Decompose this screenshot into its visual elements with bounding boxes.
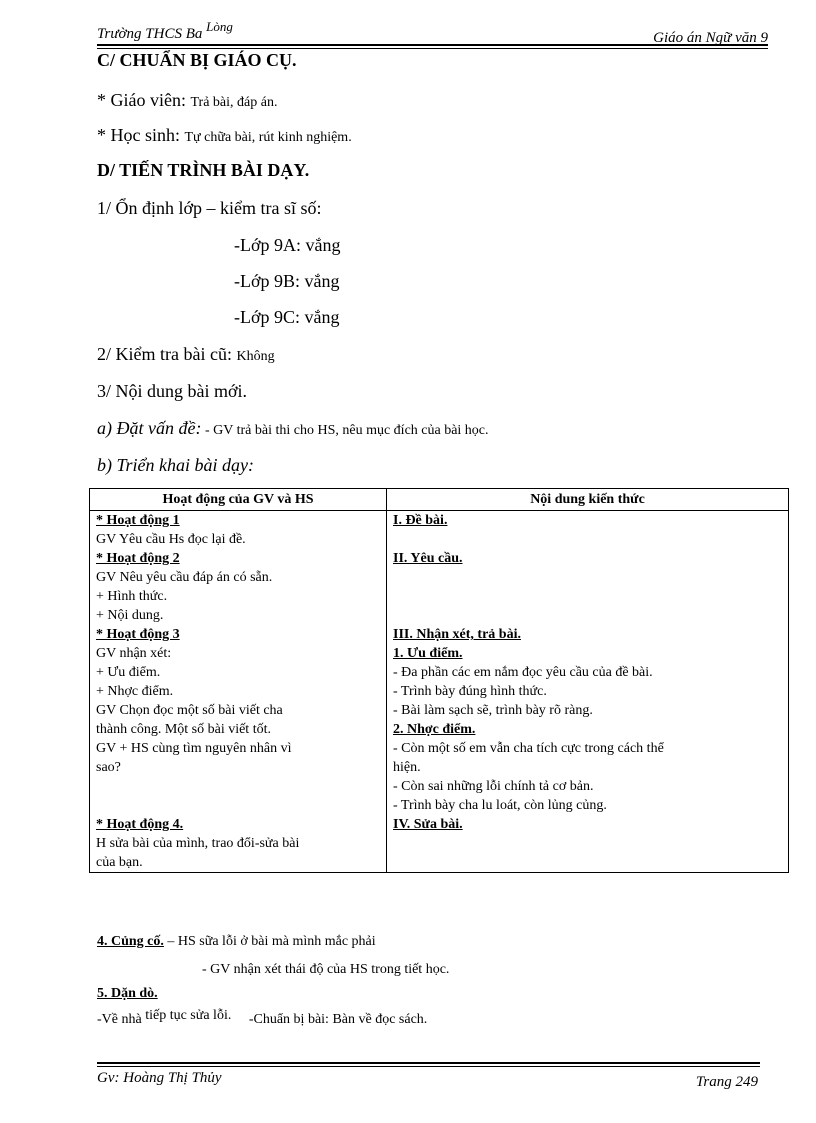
- section-d-heading: D/ TIẾN TRÌNH BÀI DẠY.: [97, 160, 310, 180]
- section-5-a: -Về nhà: [97, 1012, 142, 1027]
- teacher-value: Trả bài, đáp án.: [190, 95, 278, 110]
- section-4: [97, 934, 376, 950]
- footer-teacher: [97, 1070, 222, 1087]
- activity-line: thành công. Một số bài viết tốt.: [96, 722, 271, 737]
- item-a-value: - GV trả bài thi cho HS, nêu mục đích của bài học.: [201, 423, 489, 438]
- lesson-table: [89, 488, 789, 873]
- content-heading: III. Nhận xét, trả bài.: [393, 627, 521, 642]
- student-label: * Học sinh:: [97, 125, 180, 145]
- section-5-label: 5. Dặn dò.: [97, 986, 158, 1001]
- activity-line: GV + HS cùng tìm nguyên nhân vì: [96, 741, 292, 756]
- item-a-label: a) Đặt vấn đề:: [97, 418, 202, 438]
- content-line: [393, 853, 782, 872]
- content-line: - Trình bày cha lu loát, còn lủng củng.: [393, 798, 607, 813]
- content-line: - Bài làm sạch sẽ, trình bày rõ ràng.: [393, 703, 593, 718]
- activity-line: GV nhận xét:: [96, 646, 172, 661]
- content-line: [393, 568, 782, 587]
- content-line: [393, 606, 782, 625]
- activity-heading: * Hoạt động 2: [96, 551, 180, 566]
- item-2: [97, 344, 275, 365]
- table-row: [90, 511, 789, 873]
- content-line: - Còn sai những lỗi chính tả cơ bản.: [393, 779, 594, 794]
- activity-line: H sửa bài của mình, trao đổi-sửa bài: [96, 836, 300, 851]
- section-c-heading: C/ CHUẨN BỊ GIÁO CỤ.: [97, 50, 297, 70]
- activity-line: GV Nêu yêu cầu đáp án có sẵn.: [96, 570, 273, 585]
- activity-heading: * Hoạt động 4.: [96, 817, 184, 832]
- table-head-activities: Hoạt động của GV và HS: [90, 489, 387, 511]
- activity-line: + Hình thức.: [96, 589, 168, 604]
- activity-line: + Ưu điểm.: [96, 665, 161, 680]
- item-3: 3/ Nội dung bài mới.: [97, 381, 248, 401]
- section-4-line2: - GV nhận xét thái độ của HS trong tiết học.: [202, 962, 450, 977]
- content-heading: 2. Nhợc điểm.: [393, 722, 476, 737]
- header-school-prefix: Trường THCS Ba: [97, 26, 203, 42]
- header-title: Giáo án Ngữ văn 9: [653, 30, 768, 46]
- class-9a: -Lớp 9A: vắng: [234, 235, 341, 255]
- header-rule-thin: [97, 48, 768, 49]
- content-line: [393, 834, 782, 853]
- content-heading: 1. Ưu điểm.: [393, 646, 463, 661]
- table-header-row: [90, 489, 789, 511]
- activity-line: GV Yêu cầu Hs đọc lại đề.: [96, 532, 246, 547]
- footer-rule: [97, 1062, 760, 1064]
- activity-line: sao?: [96, 760, 121, 775]
- student-value: Tự chữa bài, rút kinh nghiệm.: [184, 130, 352, 145]
- content-line: [393, 530, 782, 549]
- section-4-label: 4. Củng cố.: [97, 934, 164, 949]
- activity-line: [96, 777, 380, 796]
- table-head-content: Nội dung kiến thức: [387, 489, 789, 511]
- content-line: - Trình bày đúng hình thức.: [393, 684, 547, 699]
- content-line: - Còn một số em vẫn cha tích cực trong cách thể: [393, 741, 664, 756]
- activity-heading: * Hoạt động 3: [96, 627, 180, 642]
- footer-rule-thin: [97, 1066, 760, 1067]
- teacher-prep: [97, 90, 277, 111]
- content-heading: IV. Sửa bài.: [393, 817, 463, 832]
- header-school-name: Lòng: [206, 19, 233, 34]
- content-heading: II. Yêu cầu.: [393, 551, 463, 566]
- class-9b: -Lớp 9B: vắng: [234, 271, 340, 291]
- section-4-line1: – HS sữa lỗi ở bài mà mình mắc phải: [163, 934, 376, 949]
- activity-line: GV Chọn đọc một số bài viết cha: [96, 703, 283, 718]
- activity-line: + Nhợc điểm.: [96, 684, 174, 699]
- content-line: hiện.: [393, 760, 421, 775]
- content-line: [393, 587, 782, 606]
- item-2-label: 2/ Kiểm tra bài cũ:: [97, 344, 232, 364]
- activity-line: + Nội dung.: [96, 608, 164, 623]
- section-5-c: -Chuẩn bị bài: Bàn về đọc sách.: [248, 1012, 428, 1027]
- activities-column: [90, 511, 387, 873]
- activity-line: của bạn.: [96, 855, 143, 870]
- header-school: [97, 19, 233, 43]
- item-a: [97, 418, 489, 439]
- item-2-value: Không: [236, 349, 275, 364]
- section-5-line: [97, 1008, 428, 1028]
- activity-line: [96, 796, 380, 815]
- student-prep: [97, 125, 352, 146]
- footer-teacher-prefix: Gv:: [97, 1070, 120, 1086]
- item-b: b) Triển khai bài dạy:: [97, 455, 254, 475]
- content-column: [387, 511, 789, 873]
- item-1: 1/ Ổn định lớp – kiểm tra sĩ số:: [97, 198, 322, 218]
- footer-page-number: Trang 249: [695, 1074, 758, 1090]
- footer-teacher-name: Hoàng Thị Thủy: [123, 1070, 222, 1086]
- content-heading: I. Đề bài.: [393, 513, 448, 528]
- section-5-b: tiếp tục sửa lỗi.: [145, 1008, 232, 1023]
- teacher-label: * Giáo viên:: [97, 90, 186, 110]
- class-9c: -Lớp 9C: vắng: [234, 307, 340, 327]
- header-rule: [97, 44, 768, 46]
- activity-heading: * Hoạt động 1: [96, 513, 180, 528]
- content-line: - Đa phần các em nắm đọc yêu cầu của đề bài.: [393, 665, 653, 680]
